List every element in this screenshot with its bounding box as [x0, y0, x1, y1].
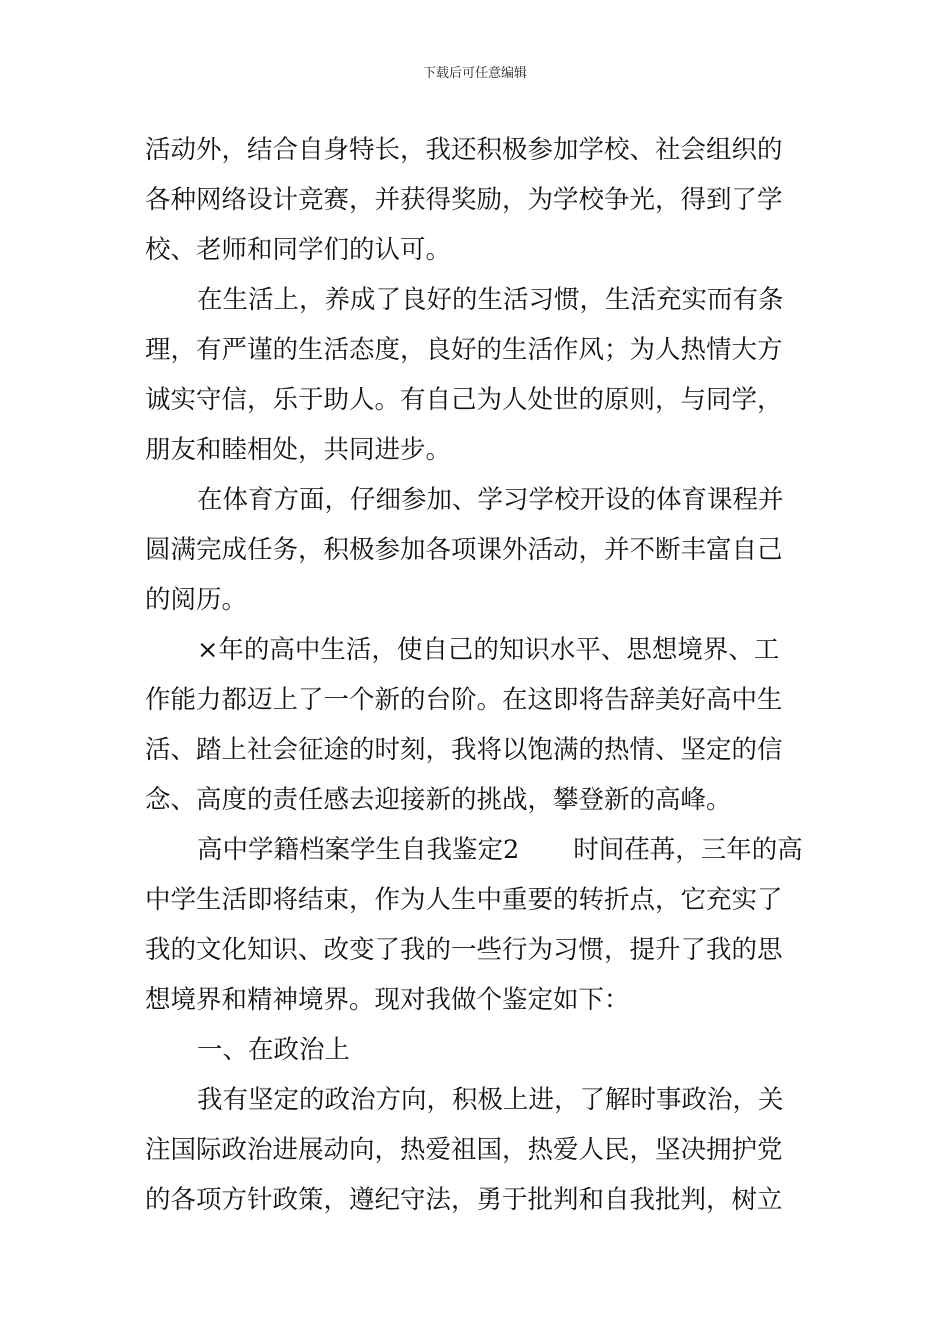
text-line: 校、老师和同学们的认可。: [145, 235, 452, 265]
text-line: 活动外，结合自身特长，我还积极参加学校、社会组织的: [145, 135, 783, 165]
section-title: 高中学籍档案学生自我鉴定2: [197, 835, 520, 865]
subheading-line: 一、在政治上: [197, 1035, 351, 1065]
text-line: 我的文化知识、改变了我的一些行为习惯，提升了我的思: [145, 935, 783, 965]
text-line: 的阅历。: [145, 585, 248, 615]
paragraph-start-line: 我有坚定的政治方向，积极上进，了解时事政治，关: [197, 1085, 784, 1115]
paragraph-start-line: 在生活上，养成了良好的生活习惯，生活充实而有条: [197, 285, 784, 315]
text-line: 念、高度的责任感去迎接新的挑战，攀登新的高峰。: [145, 785, 732, 815]
text-line: 作能力都迈上了一个新的台阶。在这即将告辞美好高中生: [145, 685, 783, 715]
text-line: 理，有严谨的生活态度，良好的生活作风；为人热情大方: [145, 335, 783, 365]
paragraph-start-line: ×年的高中生活，使自己的知识水平、思想境界、工: [197, 635, 780, 665]
text-line: 注国际政治进展动向，热爱祖国，热爱人民，坚决拥护党: [145, 1135, 783, 1165]
text-line: 圆满完成任务，积极参加各项课外活动，并不断丰富自己: [145, 535, 783, 565]
text-line: 朋友和睦相处，共同进步。: [145, 435, 452, 465]
text-line: 活、踏上社会征途的时刻，我将以饱满的热情、坚定的信: [145, 735, 783, 765]
header-note: 下载后可任意编辑: [422, 66, 527, 81]
section-heading-line: [145, 825, 805, 875]
document-body: [145, 125, 805, 1225]
text-line: 的各项方针政策，遵纪守法，勇于批判和自我批判，树立: [145, 1185, 783, 1215]
paragraph-start-line: 在体育方面，仔细参加、学习学校开设的体育课程并: [197, 485, 784, 515]
text-line: 想境界和精神境界。现对我做个鉴定如下：: [145, 985, 630, 1015]
section-text-start: 时间荏苒，三年的高: [573, 835, 803, 865]
text-line: 中学生活即将结束，作为人生中重要的转折点，它充实了: [145, 885, 783, 915]
text-line: 各种网络设计竞赛，并获得奖励，为学校争光，得到了学: [145, 185, 783, 215]
text-line: 诚实守信，乐于助人。有自己为人处世的原则，与同学，: [145, 385, 783, 415]
